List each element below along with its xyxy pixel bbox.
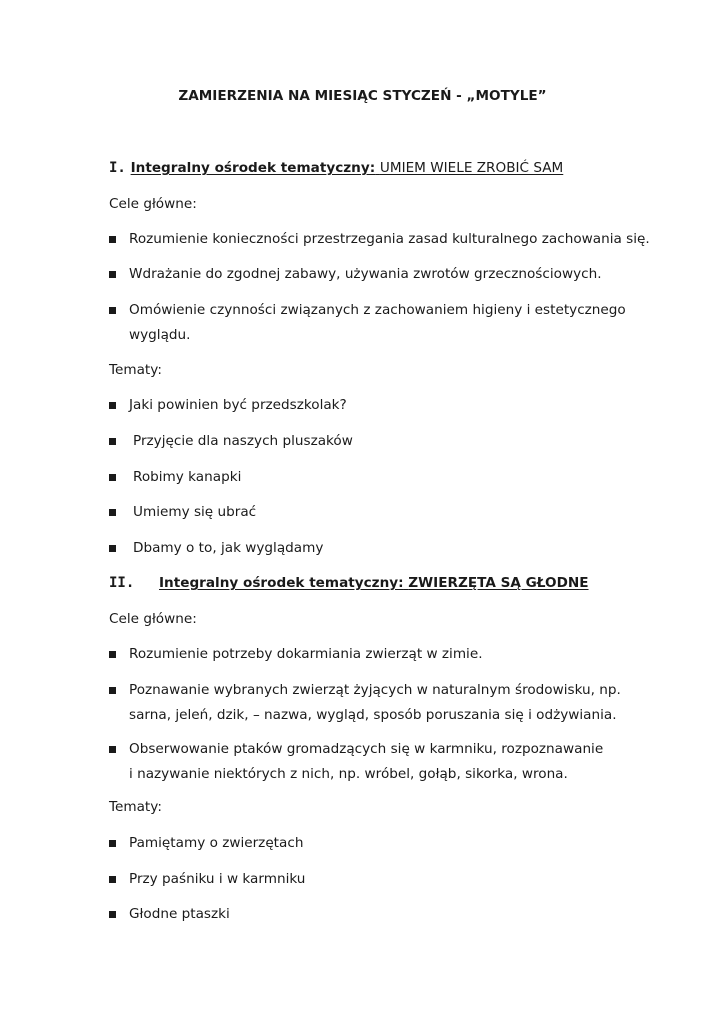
topic-item: Przyjęcie dla naszych pluszaków: [133, 433, 353, 449]
bullet-icon: [109, 474, 116, 481]
topic-item: Jaki powinien być przedszkolak?: [129, 397, 347, 413]
bullet-icon: [109, 271, 116, 278]
bullet-icon: [109, 545, 116, 552]
page-title: ZAMIERZENIA NA MIESIĄC STYCZEŃ - „MOTYLE”: [178, 88, 547, 104]
section-heading-text: [159, 575, 589, 591]
topic-item: Głodne ptaszki: [129, 906, 230, 922]
section-heading-topic: UMIEM WIELE ZROBIĆ SAM: [379, 160, 564, 176]
goal-item: Rozumienie konieczności przestrzegania zasad kulturalnego zachowania się.: [129, 231, 650, 247]
goal-item-continuation: sarna, jeleń, dzik, – nazwa, wygląd, sposób poruszania się i odżywiania.: [129, 707, 617, 723]
section-heading-label: Integralny ośrodek tematyczny:: [130, 160, 376, 176]
section-heading-topic: ZWIERZĘTA SĄ GŁODNE: [408, 575, 589, 591]
topic-item: Robimy kanapki: [133, 469, 242, 485]
section-heading-label: Integralny ośrodek tematyczny:: [159, 575, 404, 591]
bullet-icon: [109, 911, 116, 918]
bullet-icon: [109, 876, 116, 883]
goal-item: Poznawanie wybranych zwierząt żyjących w naturalnym środowisku, np.: [129, 682, 621, 698]
section-number: II.: [109, 575, 135, 591]
goal-item-continuation: i nazywanie niektórych z nich, np. wróbel, gołąb, sikorka, wrona.: [129, 766, 568, 782]
goal-item: Rozumienie potrzeby dokarmiania zwierząt w zimie.: [129, 646, 483, 662]
bullet-icon: [109, 687, 116, 694]
topic-item: Umiemy się ubrać: [133, 504, 257, 520]
topic-item: Dbamy o to, jak wyglądamy: [133, 540, 324, 556]
bullet-icon: [109, 307, 116, 314]
goal-item: Wdrażanie do zgodnej zabawy, używania zwrotów grzecznościowych.: [129, 266, 602, 282]
section-heading-text: [131, 160, 564, 176]
bullet-icon: [109, 746, 116, 753]
goal-item-continuation: wyglądu.: [129, 327, 191, 343]
bullet-icon: [109, 509, 116, 516]
bullet-icon: [109, 236, 116, 243]
section-heading-1: [109, 160, 563, 176]
topics-label: Tematy:: [109, 799, 162, 815]
section-heading-2: [109, 575, 589, 591]
bullet-icon: [109, 840, 116, 847]
topics-label: Tematy:: [109, 362, 162, 378]
topic-item: Przy paśniku i w karmniku: [129, 871, 306, 887]
goals-label: Cele główne:: [109, 196, 197, 212]
bullet-icon: [109, 651, 116, 658]
goals-label: Cele główne:: [109, 611, 197, 627]
bullet-icon: [109, 438, 116, 445]
goal-item: Omówienie czynności związanych z zachowaniem higieny i estetycznego: [129, 302, 626, 318]
section-number: I.: [109, 160, 126, 176]
topic-item: Pamiętamy o zwierzętach: [129, 835, 304, 851]
bullet-icon: [109, 402, 116, 409]
goal-item: Obserwowanie ptaków gromadzących się w karmniku, rozpoznawanie: [129, 741, 604, 757]
